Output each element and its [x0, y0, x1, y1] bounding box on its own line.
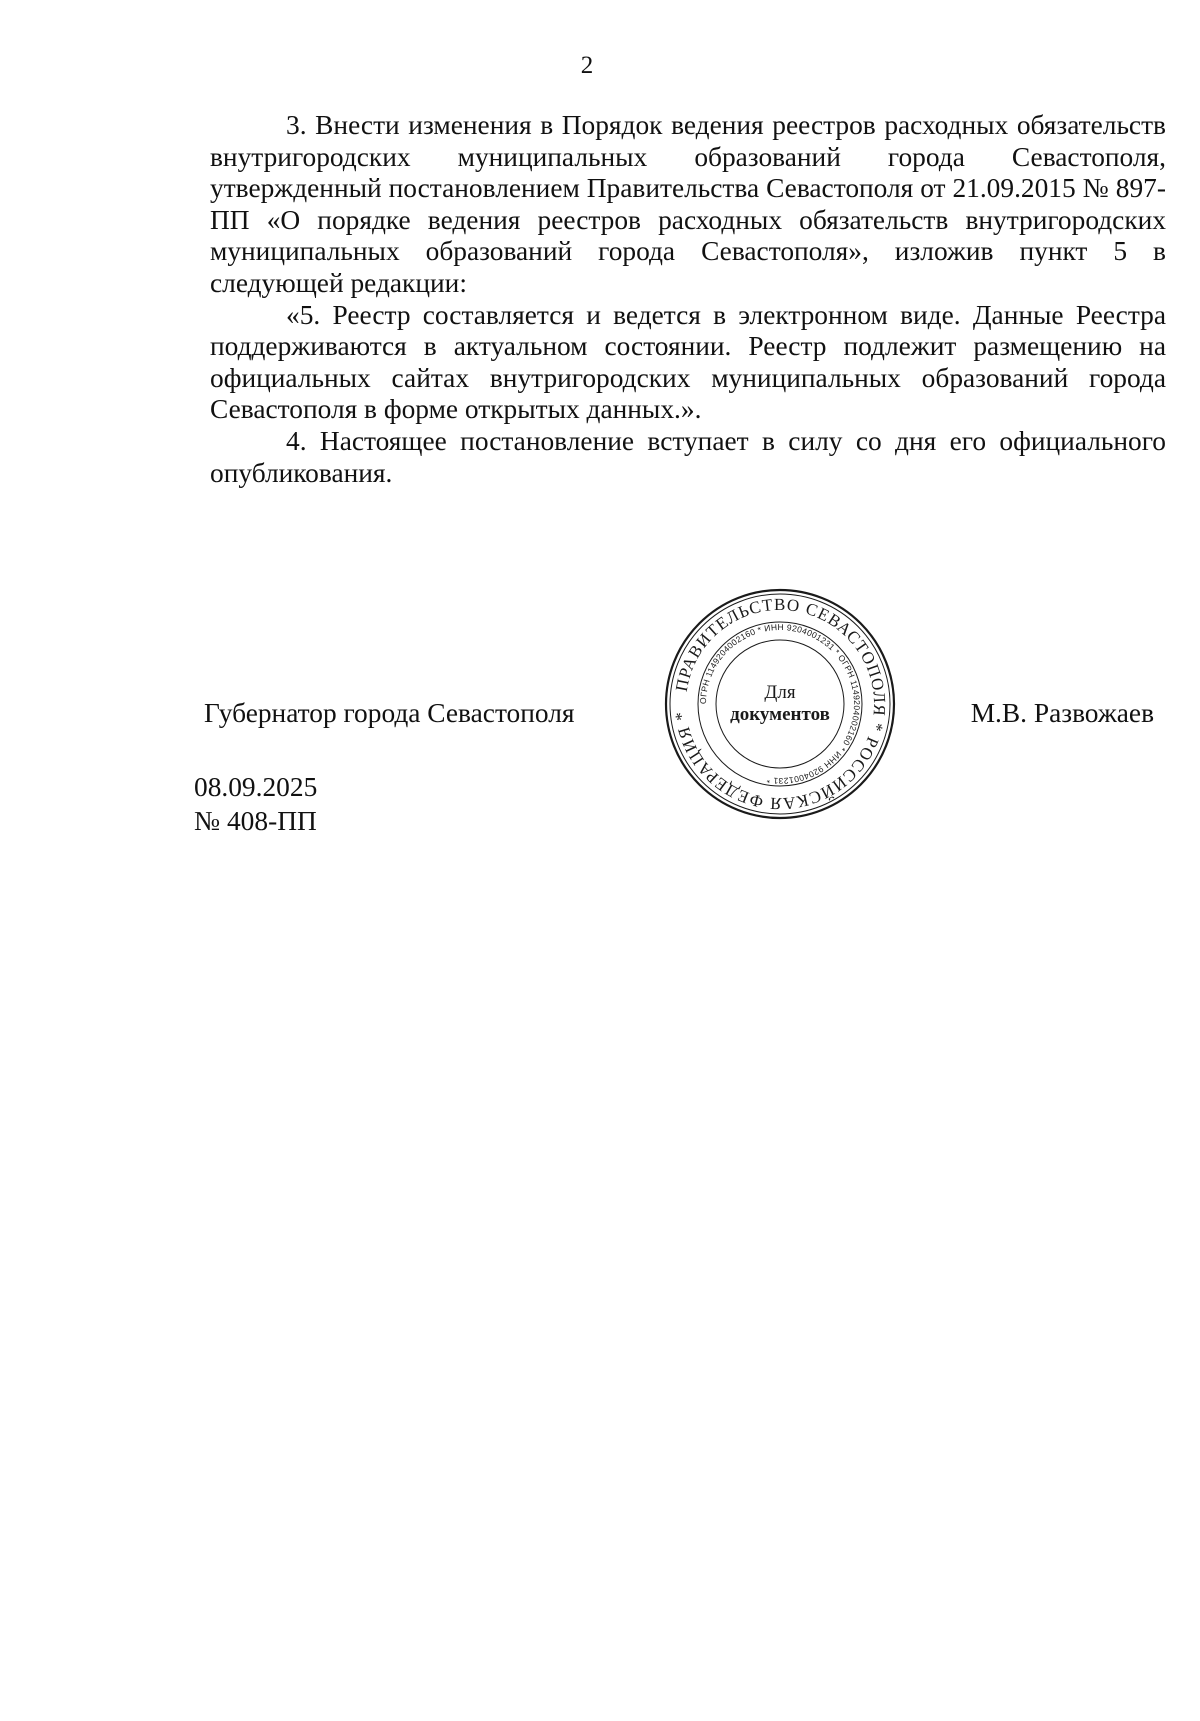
page-number: 2 — [580, 52, 594, 79]
seal-outer-textpath: ПРАВИТЕЛЬСТВО СЕВАСТОПОЛЯ * РОССИЙСКАЯ ФЕДЕРАЦИЯ * — [671, 594, 890, 814]
seal-inner-textpath: ОГРН 1149204002160 * ИНН 9204001231 * ОГРН 1149204002160 * ИНН 9204001231 * — [697, 621, 863, 787]
document-body — [210, 110, 1166, 489]
seal-center-line-2: документов — [730, 704, 830, 725]
document-requisites — [194, 770, 317, 838]
paragraph-quoted-item-5: «5. Реестр составляется и ведется в электронном виде. Данные Реестра поддерживаются в актуальном состоянии. Реестр подлежит размещению на официальных сайтах внутригородских муниципальных образований города Севастополя в форме открытых данных.». — [210, 299, 1166, 425]
document-number: № 408-ПП — [194, 806, 317, 836]
signatory-name: М.В. Развожаев — [970, 698, 1154, 728]
paragraph-4: 4. Настоящее постановление вступает в силу со дня его официального опубликования. — [210, 425, 1166, 488]
document-date: 08.09.2025 — [194, 772, 318, 802]
signature-title: Губернатор города Севастополя — [204, 698, 575, 728]
official-seal — [662, 586, 898, 822]
seal-center-line-1: Для — [764, 682, 796, 703]
paragraph-3: 3. Внести изменения в Порядок ведения реестров расходных обязательств внутригородских муниципальных образований города Севастополя, утвержденный постановлением Правительства Севастополя от 21.09.2015 № 897-ПП «О порядке ведения реестров расходных обязательств внутригородских муниципальных образований города Севастополя», изложив пункт 5 в следующей редакции: — [210, 110, 1166, 298]
